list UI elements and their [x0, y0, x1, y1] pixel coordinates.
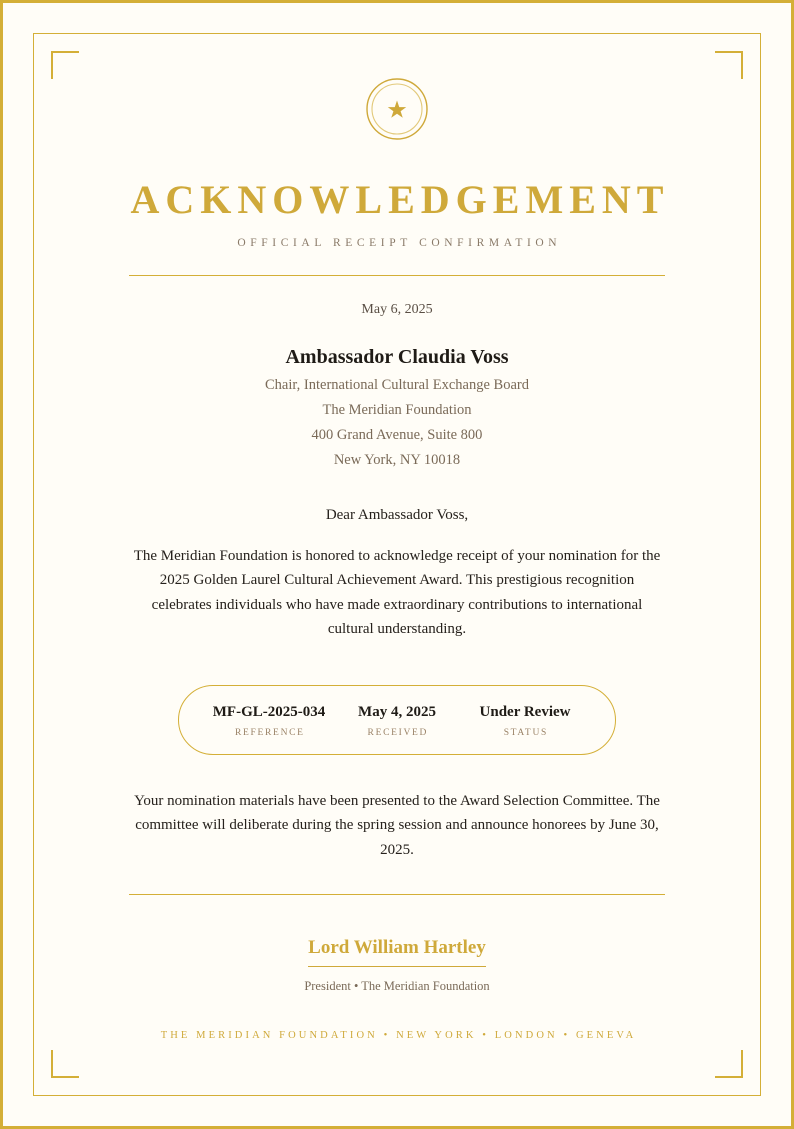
details-panel — [178, 685, 616, 755]
star-seal-icon — [365, 77, 429, 141]
corner-bracket-top-left — [51, 51, 79, 79]
detail-reference-label: REFERENCE — [235, 728, 305, 739]
detail-status-label: STATUS — [503, 728, 548, 739]
recipient-line-organization: The Meridian Foundation — [322, 402, 472, 418]
detail-reference-value: MF-GL-2025-034 — [212, 704, 326, 721]
detail-received-label: RECEIVED — [367, 728, 429, 739]
recipient-line-title: Chair, International Cultural Exchange Board — [265, 377, 529, 393]
detail-status — [461, 704, 589, 738]
recipient-line-street: 400 Grand Avenue, Suite 800 — [311, 427, 483, 443]
page-subtitle: OFFICIAL RECEIPT CONFIRMATION — [237, 237, 562, 249]
divider-upper — [129, 275, 665, 276]
detail-status-value: Under Review — [479, 704, 571, 721]
corner-bracket-top-right — [715, 51, 743, 79]
divider-lower — [129, 894, 665, 895]
corner-bracket-bottom-right — [715, 1050, 743, 1078]
document-date: May 6, 2025 — [361, 302, 433, 317]
detail-received — [333, 704, 461, 738]
signature-name: Lord William Hartley — [308, 937, 486, 967]
body-paragraph: The Meridian Foundation is honored to acknowledge receipt of your nomination for the 2025 Golden Laurel Cultural Achievement Award. This prestigious recognition celebrates individuals who have made extraordinary contributions to international cultural understanding. — [133, 548, 661, 637]
page-title: ACKNOWLEDGEMENT — [130, 177, 670, 222]
details-panel-wrapper — [67, 685, 727, 755]
footer-text: THE MERIDIAN FOUNDATION • NEW YORK • LONDON • GENEVA — [160, 1030, 637, 1042]
closing-paragraph: Your nomination materials have been presented to the Award Selection Committee. The committee will deliberate during the spring session and announce honorees by June 30, 2025. — [134, 793, 660, 858]
corner-bracket-bottom-left — [51, 1050, 79, 1078]
document-content — [67, 77, 727, 1041]
signature-role: President • The Meridian Foundation — [304, 979, 490, 994]
detail-received-value: May 4, 2025 — [358, 704, 436, 721]
recipient-line-city: New York, NY 10018 — [333, 452, 461, 468]
salutation: Dear Ambassador Voss, — [325, 507, 469, 523]
recipient-name: Ambassador Claudia Voss — [285, 346, 509, 368]
signature-block — [67, 937, 727, 994]
detail-reference — [205, 704, 333, 738]
